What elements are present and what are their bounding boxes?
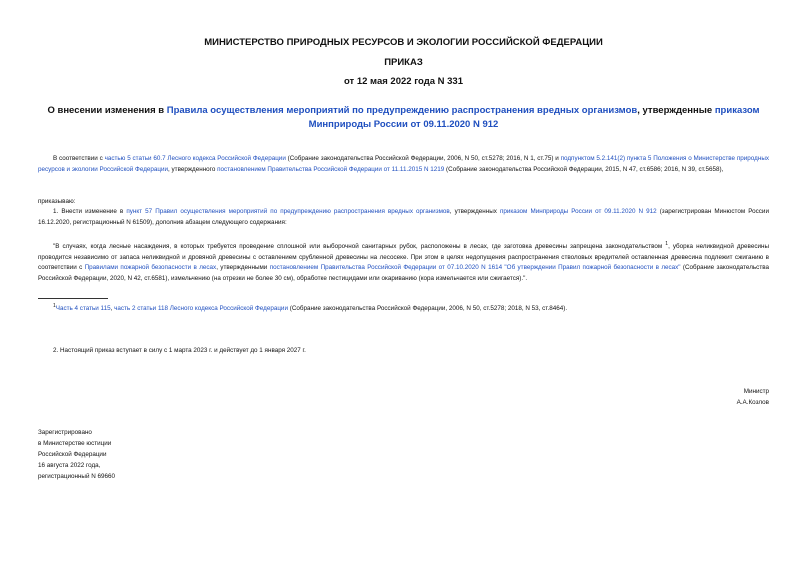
- title-link-order[interactable]: приказом Минприроды России от 09.11.2020 N 912: [308, 105, 760, 130]
- quote-text-2: , уборка неликвидной древесины проводится независимо от запаса неликвидной и дровяной древесины с оставлением срубленной древесины на лесосеке. При этом в целях недопущения распространения стволовых вредителей оставленная древесина подлежит сжиганию в соответствии с: [38, 243, 769, 272]
- registration-line-4: 16 августа 2022 года,: [38, 462, 101, 469]
- intro-link-decree[interactable]: постановлением Правительства Российской Федерации от 11.11.2015 N 1219: [217, 165, 445, 173]
- intro-paragraph: [38, 154, 769, 175]
- intro-text-1: В соответствии с: [53, 155, 105, 162]
- quote-link-decree-1614[interactable]: постановлением Правительства Российской Федерации от 07.10.2020 N 1614 "Об утверждении Правил пожарной безопасности в лесах": [269, 264, 681, 272]
- footnote-link-article118[interactable]: часть 2 статьи 118 Лесного кодекса Российской Федерации: [114, 305, 288, 313]
- quoted-paragraph: [38, 239, 769, 284]
- item-1-paragraph: [38, 207, 769, 228]
- item1-text-3: (зарегистрирован Минюстом России 16.12.2020, регистрационный N 61509), дополнив абзацем следующего содержания:: [38, 208, 769, 226]
- title-middle: , утвержденные: [637, 105, 715, 116]
- registration-line-3: Российской Федерации: [38, 451, 107, 458]
- order-title: [40, 104, 767, 132]
- quote-text-4: (Собрание законодательства Российской Федерации, 2020, N 42, ст.6581), измельчению (на отрезки не более 30 см), обработке пестицидами или окариванию (кора измельчается или сжигается).".: [38, 264, 769, 282]
- footnote-divider: [38, 298, 108, 299]
- footnote-marker[interactable]: 1: [665, 241, 669, 247]
- registration-line-2: в Министерстве юстиции: [38, 440, 112, 447]
- footnote: [53, 301, 769, 315]
- intro-text-4: (Собрание законодательства Российской Федерации, 2015, N 47, ст.6586; 2016, N 39, ст.5658),: [444, 165, 724, 173]
- footnote-number: 1: [53, 303, 56, 309]
- item1-text-1: 1. Внести изменение в: [53, 208, 127, 215]
- quote-text-1: "В случаях, когда лесные насаждения, в которых требуется проведение сплошной или выборочной санитарных рубок, расположены в лесах, где заготовка древесины запрещена законодательством: [53, 243, 666, 251]
- item1-link-point57[interactable]: пункт 57 Правил осуществления мероприятий по предупреждению распространения вредных организмов: [126, 208, 450, 215]
- registration-line-1: Зарегистрировано: [38, 429, 92, 436]
- registration-line-5: регистрационный N 69660: [38, 473, 116, 480]
- footnote-text-1: ,: [110, 305, 115, 313]
- signature-name: А.А.Козлов: [736, 399, 769, 406]
- quote-text-3: , утвержденными: [216, 264, 270, 272]
- ministry-heading: МИНИСТЕРСТВО ПРИРОДНЫХ РЕСУРСОВ И ЭКОЛОГИИ РОССИЙСКОЙ ФЕДЕРАЦИИ: [204, 37, 603, 48]
- doc-type-heading: ПРИКАЗ: [384, 57, 423, 68]
- intro-text-2: (Собрание законодательства Российской Федерации, 2006, N 50, ст.5278; 2016, N 1, ст.75) и: [285, 155, 561, 162]
- footnote-text-2: (Собрание законодательства Российской Федерации, 2006, N 50, ст.5278; 2018, N 53, ст.8464).: [287, 305, 568, 313]
- intro-link-forest-code[interactable]: частью 5 статьи 60.7 Лесного кодекса Российской Федерации: [104, 155, 286, 162]
- title-prefix: О внесении изменения в: [47, 105, 167, 116]
- quote-link-fire-rules[interactable]: Правилами пожарной безопасности в лесах: [84, 264, 217, 272]
- intro-text-3: , утвержденного: [168, 165, 218, 173]
- title-link-rules[interactable]: Правила осуществления мероприятий по предупреждению распространения вредных организмов: [166, 105, 638, 116]
- item1-text-2: , утвержденных: [449, 208, 500, 215]
- item1-link-order[interactable]: приказом Минприроды России от 09.11.2020 N 912: [499, 208, 657, 215]
- signature-position: Министр: [743, 388, 769, 395]
- order-date-number: от 12 мая 2022 года N 331: [343, 76, 464, 87]
- intro-link-regulation[interactable]: подпунктом 5.2.141(2) пункта 5 Положения о Министерстве природных ресурсов и экологии Российской Федерации: [38, 155, 769, 173]
- item-2-paragraph: 2. Настоящий приказ вступает в силу с 1 марта 2023 г. и действует до 1 января 2027 г.: [53, 347, 306, 354]
- order-word: приказываю:: [38, 198, 76, 205]
- footnote-link-article115[interactable]: Часть 4 статьи 115: [55, 305, 111, 313]
